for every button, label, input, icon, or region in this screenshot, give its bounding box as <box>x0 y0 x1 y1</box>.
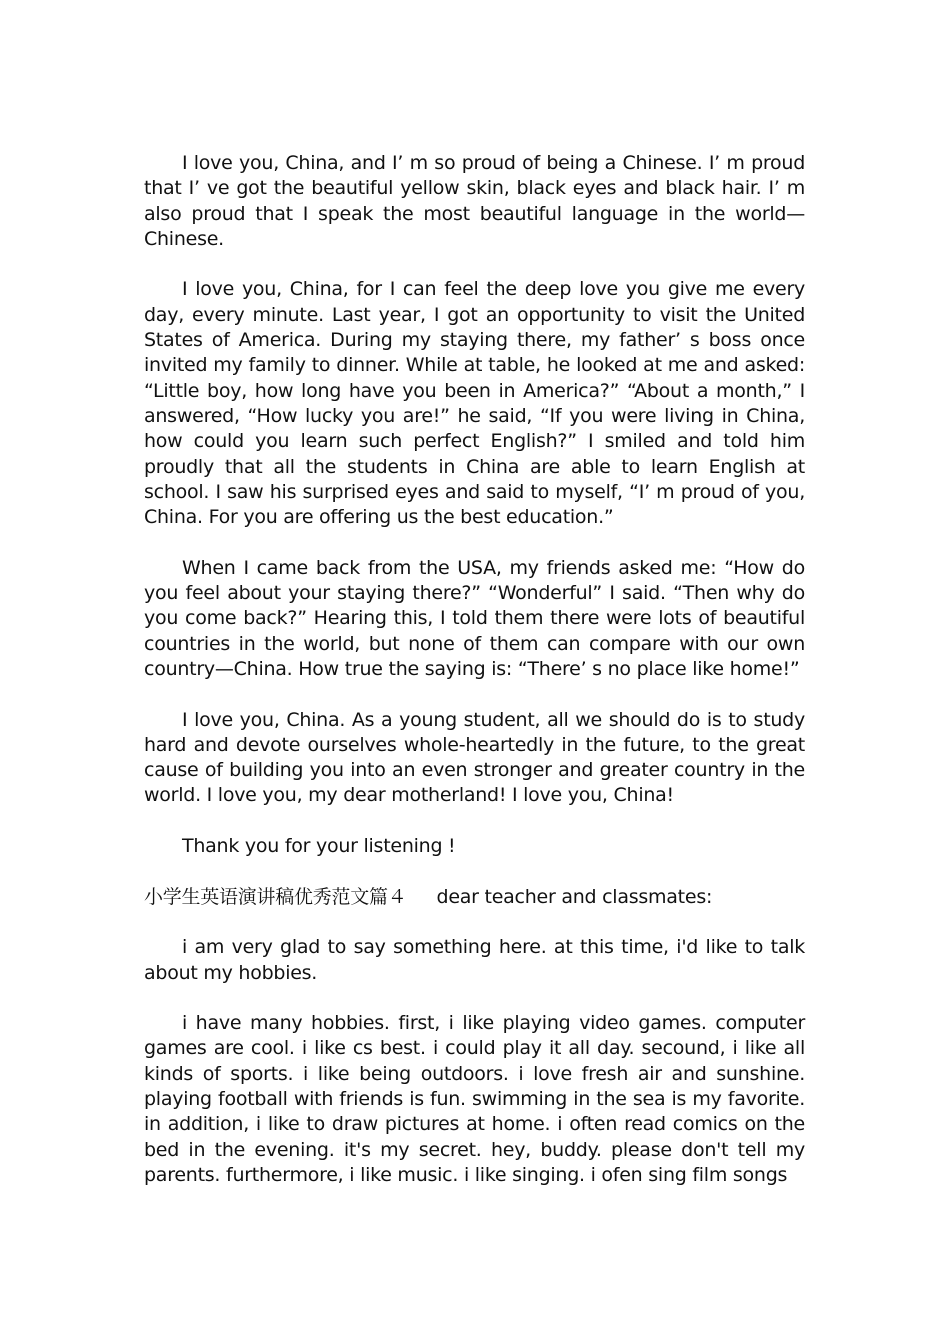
section-heading: 小学生英语演讲稿优秀范文篇４ <box>144 885 407 908</box>
section-greeting: dear teacher and classmates: <box>436 885 713 908</box>
paragraph-5: Thank you for your listening ! <box>182 835 456 858</box>
document-body <box>144 151 805 1213</box>
paragraph-4: I love you, China. As a young student, all we should do is to study hard and devote ourselves whole-heartedly in the future, to the great cause of building you into an even stronger and greater country in the world. I love you, my dear motherland! I love you, China! <box>144 708 805 807</box>
paragraph-1: I love you, China, and I’ m so proud of being a Chinese. I’ m proud that I’ ve got the beautiful yellow skin, black eyes and black hair. I’ m also proud that I speak the most beautiful language in the world—Chinese. <box>144 152 805 250</box>
paragraph-7: i have many hobbies. first, i like playing video games. computer games are cool. i like cs best. i could play it all day. secound, i like all kinds of sports. i like being outdoors. i love fresh air and sunshine. playing football with friends is fun. swimming in the sea is my favorite. in addition, i like to draw pictures at home. i often read comics on the bed in the evening. it's my secret. hey, buddy. please don't tell my parents. furthermore, i like music. i like singing. i ofen sing film songs <box>144 1012 805 1186</box>
paragraph-3: When I came back from the USA, my friends asked me: “How do you feel about your staying there?” “Wonderful” I said. “Then why do you come back?” Hearing this, I told them there were lots of beautiful countries in the world, but none of them can compare with our own country—China. How true the saying is: “There’ s no place like home!” <box>144 556 805 680</box>
paragraph-6: i am very glad to say something here. at this time, i'd like to talk about my hobbies. <box>144 936 805 984</box>
paragraph-2: I love you, China, for I can feel the deep love you give me every day, every minute. Last year, I got an opportunity to visit the United States of America. During my staying there, my father’ s boss once invited my family to dinner. While at table, he looked at me and asked: “Little boy, how long have you been in America?” “About a month,” I answered, “How lucky you are!” he said, “If you were living in China, how could you learn such perfect English?” I smiled and told him proudly that all the students in China are able to learn English at school. I saw his surprised eyes and said to myself, “I’ m proud of you, China. For you are offering us the best education.” <box>144 278 805 529</box>
section-heading-line <box>144 885 805 910</box>
